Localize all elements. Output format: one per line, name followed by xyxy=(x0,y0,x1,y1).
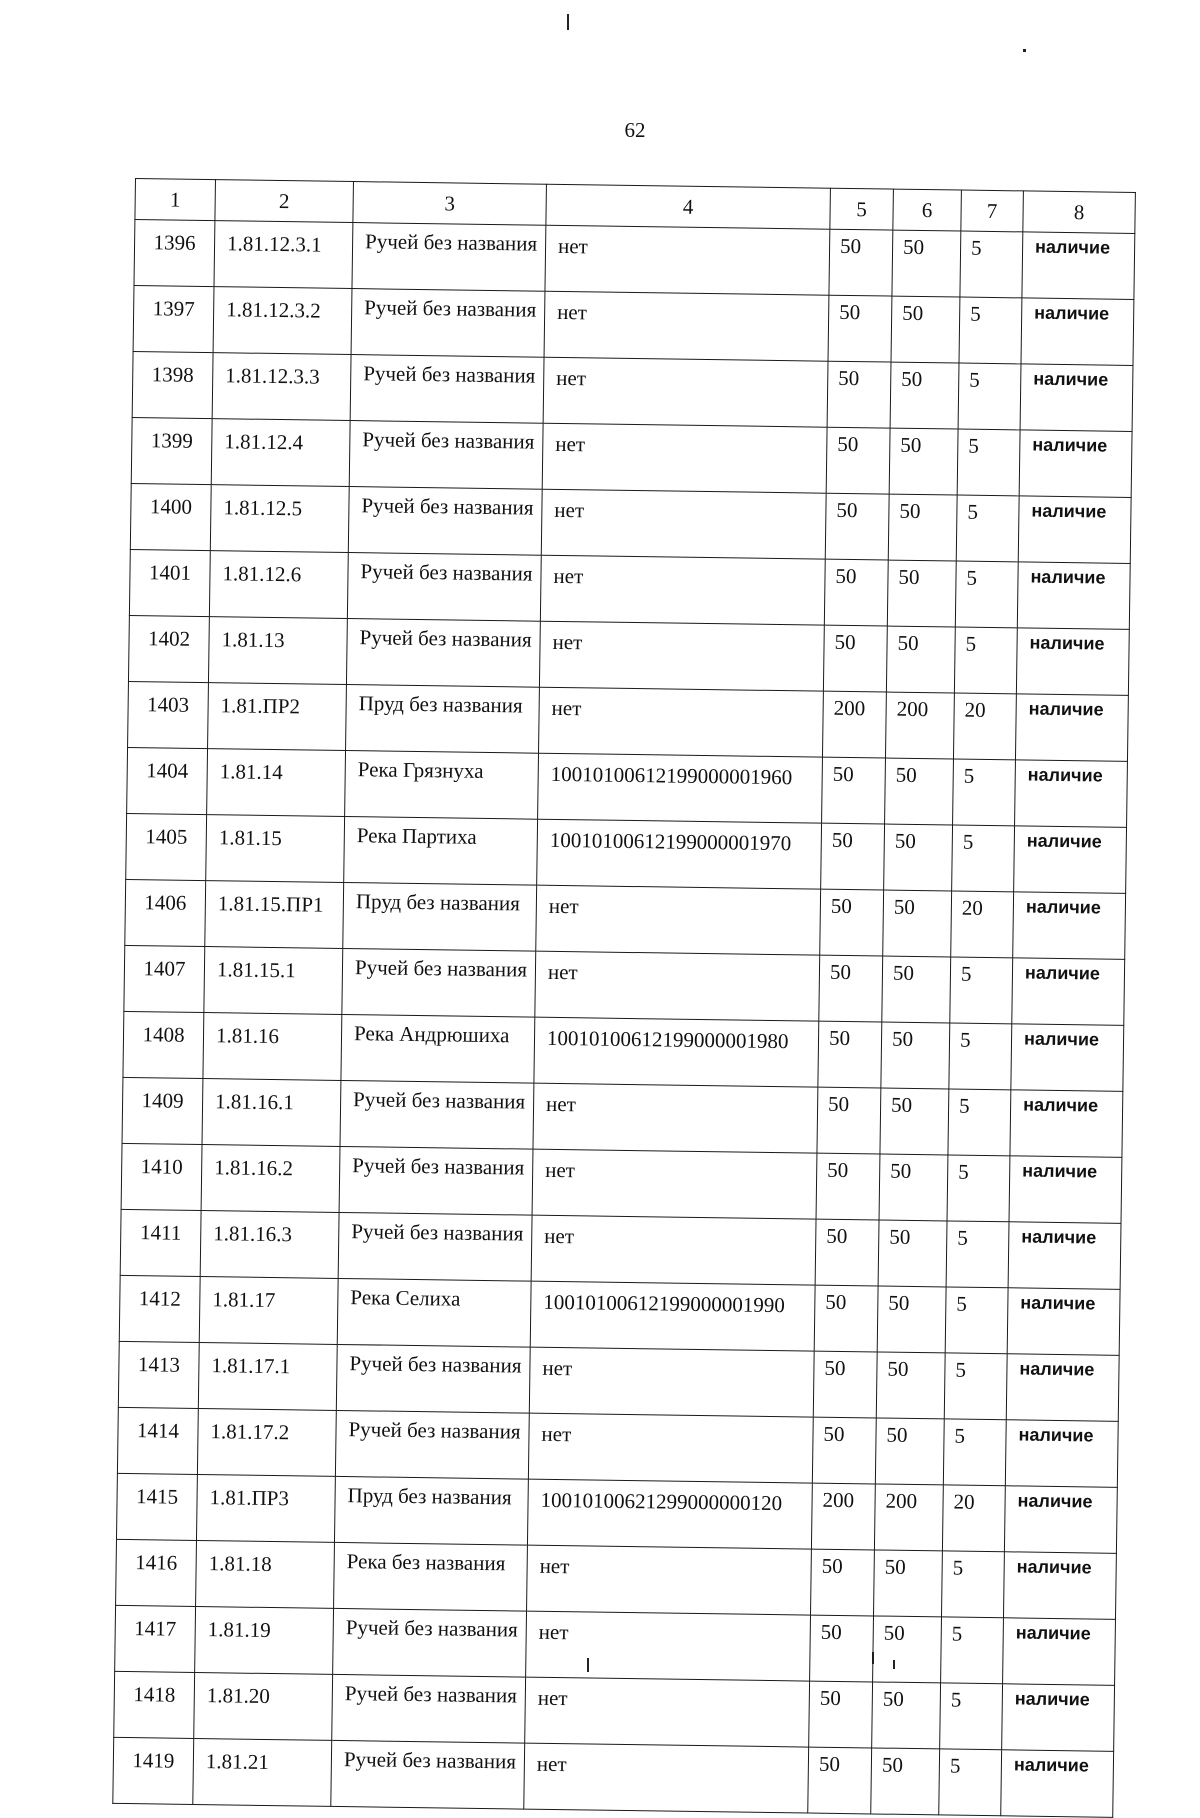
cell-value-6: 200 xyxy=(874,1484,943,1551)
cell-value-6: 50 xyxy=(881,1022,950,1089)
cell-status: наличие xyxy=(1001,1750,1114,1818)
cell-object-name: Ручей без названия xyxy=(333,1608,527,1677)
cell-registry-code: 10010100612199000001960 xyxy=(538,753,823,823)
cell-value-5: 50 xyxy=(816,1153,880,1220)
cell-object-name: Ручей без названия xyxy=(342,948,536,1017)
cell-code: 1.81.ПР2 xyxy=(208,683,347,751)
cell-value-6: 50 xyxy=(873,1616,942,1683)
cell-registry-code: нет xyxy=(544,291,829,361)
cell-row-number: 1412 xyxy=(119,1275,200,1342)
cell-value-6: 50 xyxy=(872,1682,941,1749)
cell-value-7: 5 xyxy=(939,1749,1002,1816)
cell-value-7: 5 xyxy=(946,1221,1009,1288)
cell-status: наличие xyxy=(1019,430,1132,498)
cell-value-7: 5 xyxy=(949,1023,1012,1090)
cell-row-number: 1401 xyxy=(129,549,210,616)
cell-row-number: 1410 xyxy=(121,1143,202,1210)
cell-row-number: 1404 xyxy=(127,747,208,814)
cell-status: наличие xyxy=(1011,1024,1124,1092)
cell-status: наличие xyxy=(1014,826,1127,894)
cell-row-number: 1406 xyxy=(125,879,206,946)
cell-object-name: Ручей без названия xyxy=(351,289,545,358)
cell-value-5: 50 xyxy=(810,1615,874,1682)
cell-value-6: 50 xyxy=(876,1352,945,1419)
cell-value-6: 50 xyxy=(889,428,958,495)
cell-code: 1.81.18 xyxy=(196,1540,335,1608)
cell-registry-code: нет xyxy=(524,1743,809,1813)
cell-registry-code: нет xyxy=(528,1413,813,1483)
column-header-2: 2 xyxy=(215,180,354,223)
cell-status: наличие xyxy=(1020,364,1133,432)
cell-code: 1.81.20 xyxy=(194,1672,333,1740)
cell-code: 1.81.16.1 xyxy=(202,1079,341,1147)
cell-registry-code: 10010100612199000001990 xyxy=(530,1281,815,1351)
cell-value-7: 5 xyxy=(954,627,1017,694)
cell-value-5: 50 xyxy=(818,1021,882,1088)
cell-row-number: 1414 xyxy=(117,1407,198,1474)
table-body xyxy=(113,220,1135,1818)
cell-registry-code: нет xyxy=(529,1347,814,1417)
cell-value-6: 50 xyxy=(883,890,952,957)
cell-code: 1.81.15.ПР1 xyxy=(205,881,344,949)
cell-value-5: 50 xyxy=(823,625,887,692)
cell-registry-code: нет xyxy=(545,225,830,295)
cell-value-7: 5 xyxy=(943,1419,1006,1486)
column-header-3: 3 xyxy=(353,182,547,226)
cell-value-7: 5 xyxy=(952,825,1015,892)
cell-value-7: 5 xyxy=(948,1089,1011,1156)
cell-value-6: 200 xyxy=(885,692,954,759)
cell-value-5: 50 xyxy=(808,1747,872,1814)
column-header-8: 8 xyxy=(1023,191,1136,234)
cell-value-7: 20 xyxy=(942,1485,1005,1552)
column-header-1: 1 xyxy=(135,179,216,221)
cell-status: наличие xyxy=(1005,1420,1118,1488)
cell-value-5: 50 xyxy=(812,1417,876,1484)
cell-value-5: 200 xyxy=(822,691,886,758)
cell-code: 1.81.12.3.1 xyxy=(214,221,353,289)
cell-row-number: 1403 xyxy=(128,681,209,748)
column-header-4: 4 xyxy=(546,184,831,229)
cell-value-5: 50 xyxy=(814,1285,878,1352)
cell-value-6: 50 xyxy=(873,1550,942,1617)
cell-registry-code: нет xyxy=(526,1611,811,1681)
cell-row-number: 1409 xyxy=(122,1077,203,1144)
cell-row-number: 1397 xyxy=(133,285,214,352)
cell-value-5: 50 xyxy=(820,889,884,956)
cell-value-6: 50 xyxy=(879,1154,948,1221)
cell-value-5: 50 xyxy=(827,361,891,428)
cell-status: наличие xyxy=(1003,1552,1116,1620)
cell-code: 1.81.14 xyxy=(207,749,346,817)
cell-registry-code: нет xyxy=(527,1545,812,1615)
cell-status: наличие xyxy=(1012,958,1125,1026)
cell-object-name: Ручей без названия xyxy=(352,223,546,292)
cell-code: 1.81.16 xyxy=(203,1013,342,1081)
cell-value-6: 50 xyxy=(877,1286,946,1353)
cell-registry-code: нет xyxy=(533,1083,818,1153)
cell-row-number: 1402 xyxy=(128,615,209,682)
cell-value-7: 5 xyxy=(947,1155,1010,1222)
cell-row-number: 1418 xyxy=(114,1671,195,1738)
cell-code: 1.81.17.1 xyxy=(198,1343,337,1411)
cell-status: наличие xyxy=(1017,562,1130,630)
cell-status: наличие xyxy=(1002,1684,1115,1752)
cell-value-6: 50 xyxy=(891,296,960,363)
cell-row-number: 1399 xyxy=(131,417,212,484)
scan-artifact-dot xyxy=(1023,49,1026,52)
cell-status: наличие xyxy=(1009,1156,1122,1224)
cell-value-6: 50 xyxy=(888,494,957,561)
cell-status: наличие xyxy=(1015,694,1128,762)
cell-registry-code: нет xyxy=(535,951,820,1021)
cell-status: наличие xyxy=(1013,892,1126,960)
cell-object-name: Река Андрюшиха xyxy=(341,1014,535,1083)
cell-code: 1.81.19 xyxy=(195,1606,334,1674)
cell-row-number: 1408 xyxy=(123,1011,204,1078)
cell-object-name: Пруд без названия xyxy=(334,1476,528,1545)
cell-code: 1.81.17 xyxy=(199,1277,338,1345)
cell-object-name: Река без названия xyxy=(334,1542,528,1611)
cell-value-7: 5 xyxy=(945,1287,1008,1354)
cell-value-7: 5 xyxy=(944,1353,1007,1420)
cell-object-name: Пруд без названия xyxy=(343,882,537,951)
cell-registry-code: нет xyxy=(539,687,824,757)
cell-code: 1.81.12.6 xyxy=(209,551,348,619)
cell-value-7: 5 xyxy=(950,957,1013,1024)
cell-value-7: 5 xyxy=(959,297,1022,364)
cell-value-5: 50 xyxy=(826,427,890,494)
cell-value-5: 50 xyxy=(825,493,889,560)
cell-status: наличие xyxy=(1003,1618,1116,1686)
cell-registry-code: нет xyxy=(542,423,827,493)
column-header-7: 7 xyxy=(961,190,1024,232)
cell-registry-code: 10010100612199000001970 xyxy=(537,819,822,889)
cell-registry-code: нет xyxy=(540,555,825,625)
cell-code: 1.81.12.3.2 xyxy=(213,287,352,355)
cell-value-6: 50 xyxy=(887,560,956,627)
cell-object-name: Ручей без названия xyxy=(338,1212,532,1281)
cell-code: 1.81.12.5 xyxy=(210,485,349,553)
cell-value-7: 5 xyxy=(940,1683,1003,1750)
cell-code: 1.81.17.2 xyxy=(197,1409,336,1477)
cell-value-6: 50 xyxy=(884,824,953,891)
data-table xyxy=(112,178,1136,1818)
cell-value-5: 50 xyxy=(821,823,885,890)
cell-code: 1.81.12.4 xyxy=(211,419,350,487)
cell-value-7: 5 xyxy=(941,1551,1004,1618)
cell-code: 1.81.15.1 xyxy=(204,947,343,1015)
cell-value-7: 20 xyxy=(953,693,1016,760)
cell-status: наличие xyxy=(1021,298,1134,366)
cell-registry-code: нет xyxy=(543,357,828,427)
cell-value-5: 50 xyxy=(824,559,888,626)
cell-value-6: 50 xyxy=(885,758,954,825)
cell-registry-code: нет xyxy=(536,885,821,955)
cell-row-number: 1417 xyxy=(115,1605,196,1672)
cell-object-name: Ручей без названия xyxy=(340,1080,534,1149)
cell-code: 1.81.15 xyxy=(206,815,345,883)
cell-registry-code: 10010100612199000001980 xyxy=(534,1017,819,1087)
cell-object-name: Ручей без названия xyxy=(339,1146,533,1215)
cell-value-5: 200 xyxy=(811,1483,875,1550)
cell-row-number: 1396 xyxy=(134,220,215,287)
cell-status: наличие xyxy=(1015,760,1128,828)
cell-object-name: Ручей без названия xyxy=(349,421,543,490)
cell-row-number: 1416 xyxy=(116,1539,197,1606)
cell-object-name: Ручей без названия xyxy=(346,619,540,688)
cell-value-5: 50 xyxy=(811,1549,875,1616)
cell-value-5: 50 xyxy=(817,1087,881,1154)
cell-row-number: 1415 xyxy=(116,1473,197,1540)
cell-value-6: 50 xyxy=(878,1220,947,1287)
cell-object-name: Ручей без названия xyxy=(332,1674,526,1743)
cell-value-7: 5 xyxy=(960,231,1023,298)
cell-object-name: Река Партиха xyxy=(344,816,538,885)
cell-row-number: 1411 xyxy=(120,1209,201,1276)
cell-row-number: 1405 xyxy=(126,813,207,880)
page-number: 62 xyxy=(624,118,646,142)
cell-value-5: 50 xyxy=(813,1351,877,1418)
cell-code: 1.81.ПР3 xyxy=(196,1474,335,1542)
cell-object-name: Ручей без названия xyxy=(348,487,542,556)
cell-row-number: 1419 xyxy=(113,1737,194,1804)
cell-value-5: 50 xyxy=(829,229,893,296)
cell-status: наличие xyxy=(1018,496,1131,564)
cell-status: наличие xyxy=(1007,1288,1120,1356)
cell-code: 1.81.13 xyxy=(208,617,347,685)
cell-row-number: 1400 xyxy=(130,483,211,550)
cell-object-name: Ручей без названия xyxy=(335,1410,529,1479)
cell-value-7: 20 xyxy=(951,891,1014,958)
cell-value-6: 50 xyxy=(892,230,961,297)
cell-row-number: 1398 xyxy=(132,351,213,418)
cell-value-7: 5 xyxy=(941,1617,1004,1684)
cell-registry-code: нет xyxy=(531,1215,816,1285)
cell-value-6: 50 xyxy=(871,1748,940,1815)
cell-value-7: 5 xyxy=(956,495,1019,562)
cell-registry-code: нет xyxy=(525,1677,810,1747)
cell-code: 1.81.21 xyxy=(193,1738,332,1806)
cell-registry-code: 10010100621299000000120 xyxy=(527,1479,812,1549)
cell-value-5: 50 xyxy=(809,1681,873,1748)
cell-value-6: 50 xyxy=(886,626,955,693)
cell-value-6: 50 xyxy=(875,1418,944,1485)
cell-object-name: Ручей без названия xyxy=(350,355,544,424)
cell-status: наличие xyxy=(1022,232,1135,300)
cell-registry-code: нет xyxy=(539,621,824,691)
cell-object-name: Река Селиха xyxy=(337,1278,531,1347)
cell-status: наличие xyxy=(1016,628,1129,696)
scan-artifact-top xyxy=(567,14,569,30)
column-header-5: 5 xyxy=(830,188,894,230)
cell-status: наличие xyxy=(1004,1486,1117,1554)
cell-object-name: Ручей без названия xyxy=(347,553,541,622)
cell-value-5: 50 xyxy=(819,955,883,1022)
cell-registry-code: нет xyxy=(532,1149,817,1219)
cell-value-7: 5 xyxy=(958,363,1021,430)
cell-value-5: 50 xyxy=(828,295,892,362)
cell-code: 1.81.16.3 xyxy=(200,1211,339,1279)
cell-value-7: 5 xyxy=(955,561,1018,628)
cell-status: наличие xyxy=(1008,1222,1121,1290)
cell-status: наличие xyxy=(1006,1354,1119,1422)
cell-value-6: 50 xyxy=(882,956,951,1023)
cell-status: наличие xyxy=(1010,1090,1123,1158)
cell-value-7: 5 xyxy=(953,759,1016,826)
data-table-container xyxy=(112,178,1136,1818)
cell-value-6: 50 xyxy=(880,1088,949,1155)
cell-object-name: Ручей без названия xyxy=(336,1344,530,1413)
cell-value-5: 50 xyxy=(822,757,886,824)
cell-code: 1.81.16.2 xyxy=(201,1145,340,1213)
cell-row-number: 1413 xyxy=(118,1341,199,1408)
cell-value-6: 50 xyxy=(890,362,959,429)
cell-code: 1.81.12.3.3 xyxy=(212,353,351,421)
cell-object-name: Река Грязнуха xyxy=(345,750,539,819)
cell-value-7: 5 xyxy=(957,429,1020,496)
cell-value-5: 50 xyxy=(815,1219,879,1286)
cell-object-name: Пруд без названия xyxy=(346,685,540,754)
cell-registry-code: нет xyxy=(541,489,826,559)
cell-object-name: Ручей без названия xyxy=(331,1740,525,1809)
table-row xyxy=(113,1737,1114,1817)
cell-row-number: 1407 xyxy=(124,945,205,1012)
column-header-6: 6 xyxy=(893,189,962,231)
